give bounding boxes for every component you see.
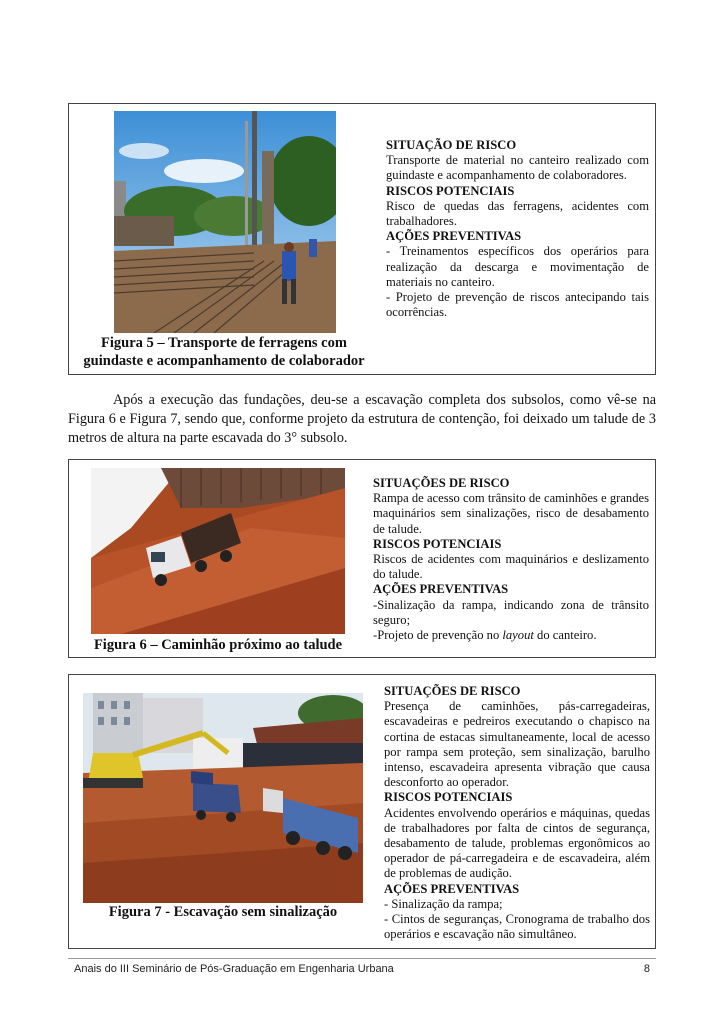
footer-divider	[68, 958, 656, 959]
figure6-acoes-item2	[373, 628, 649, 643]
page-number: 8	[643, 963, 650, 975]
figure7-situacao-heading: SITUAÇÕES DE RISCO	[384, 684, 521, 698]
figure5-caption	[77, 334, 371, 370]
figure6-situacao-text: Rampa de acesso com trânsito de caminhões e grandes maquinários sem sinalizações, risco de desabamento de talude.	[373, 491, 649, 536]
figure7-risk-text	[384, 684, 650, 942]
figure5-acoes-item1: - Treinamentos específicos dos operários para realização da descarga e movimentação de materiais no canteiro.	[386, 244, 649, 289]
figure5-caption-line2: guindaste e acompanhamento de colaborador	[83, 353, 365, 369]
figure6-acoes-heading: AÇÕES PREVENTIVAS	[373, 582, 509, 597]
figure6-situacao-heading: SITUAÇÕES DE RISCO	[373, 476, 510, 490]
figure6-acoes-item2-pre: -Projeto de prevenção no	[373, 628, 503, 643]
figure6-box	[68, 459, 656, 658]
footer-text: Anais do III Seminário de Pós-Graduação em Engenharia Urbana	[74, 963, 394, 975]
body-paragraph	[68, 391, 656, 448]
figure5-riscos-heading: RISCOS POTENCIAIS	[386, 183, 515, 198]
figure7-riscos-heading: RISCOS POTENCIAIS	[384, 790, 513, 805]
figure5-acoes-heading: AÇÕES PREVENTIVAS	[386, 229, 522, 244]
figure7-acoes-item1: - Sinalização da rampa;	[384, 896, 503, 911]
page-footer	[74, 963, 650, 975]
figure7-situacao-text: Presença de caminhões, pás-carregadeiras, escavadeiras e pedreiros executando o chapisco na cortina de estacas simultaneamente, local de acesso por rampa sem proteção, sem sinalização, barulho intenso, escavadeira apresenta vibração que causa desconforto ao operador.	[384, 699, 650, 790]
figure5-box	[68, 103, 656, 375]
figure5-acoes-item2: - Projeto de prevenção de riscos antecipando tais ocorrências.	[386, 290, 649, 320]
figure7-acoes-item2: - Cintos de seguranças, Cronograma de trabalho dos operários e escavação não simultâneo.	[384, 912, 650, 942]
figure5-situacao-heading: SITUAÇÃO DE RISCO	[386, 138, 517, 152]
figure6-photo	[91, 468, 345, 634]
figure6-caption	[77, 636, 359, 654]
figure7-box	[68, 674, 656, 949]
figure5-riscos-text: Risco de quedas das ferragens, acidentes com trabalhadores.	[386, 198, 649, 229]
figure6-riscos-heading: RISCOS POTENCIAIS	[373, 536, 502, 551]
figure7-riscos-text: Acidentes envolvendo operários e máquinas, quedas de trabalhadores por falta de cintos de segurança, desabamento de talude, problemas ergonômicos ao operador de pá-carregadeira e de escavadeira, além de problemas de audição.	[384, 805, 650, 881]
figure7-photo	[83, 693, 363, 903]
figure5-caption-line1: Figura 5 – Transporte de ferragens com	[101, 335, 347, 351]
figure6-caption-text: Figura 6 – Caminhão próximo ao talude	[93, 637, 343, 653]
figure5-situacao-text: Transporte de material no canteiro realizado com guindaste e acompanhamento de colaboradores.	[386, 153, 649, 183]
figure6-acoes-item2-post: do canteiro.	[533, 628, 597, 643]
figure7-caption	[83, 903, 363, 921]
figure6-risk-text	[373, 476, 649, 643]
figure6-acoes-item1: -Sinalização da rampa, indicando zona de trânsito seguro;	[373, 597, 649, 627]
figure7-acoes-heading: AÇÕES PREVENTIVAS	[384, 881, 520, 896]
figure6-riscos-text: Riscos de acidentes com maquinários e deslizamento do talude.	[373, 552, 649, 582]
figure6-acoes-item2-em: layout	[502, 628, 534, 643]
body-paragraph-text: Após a execução das fundações, deu-se a escavação completa dos subsolos, como vê-se na Figura 6 e Figura 7, sendo que, conforme projeto da estrutura de contenção, foi deixado um talude de 3 metros de altura na parte escavada do 3° subsolo.	[68, 392, 656, 446]
figure5-risk-text	[386, 138, 649, 320]
figure5-photo	[114, 111, 336, 333]
figure7-caption-text: Figura 7 - Escavação sem sinalização	[108, 904, 338, 920]
